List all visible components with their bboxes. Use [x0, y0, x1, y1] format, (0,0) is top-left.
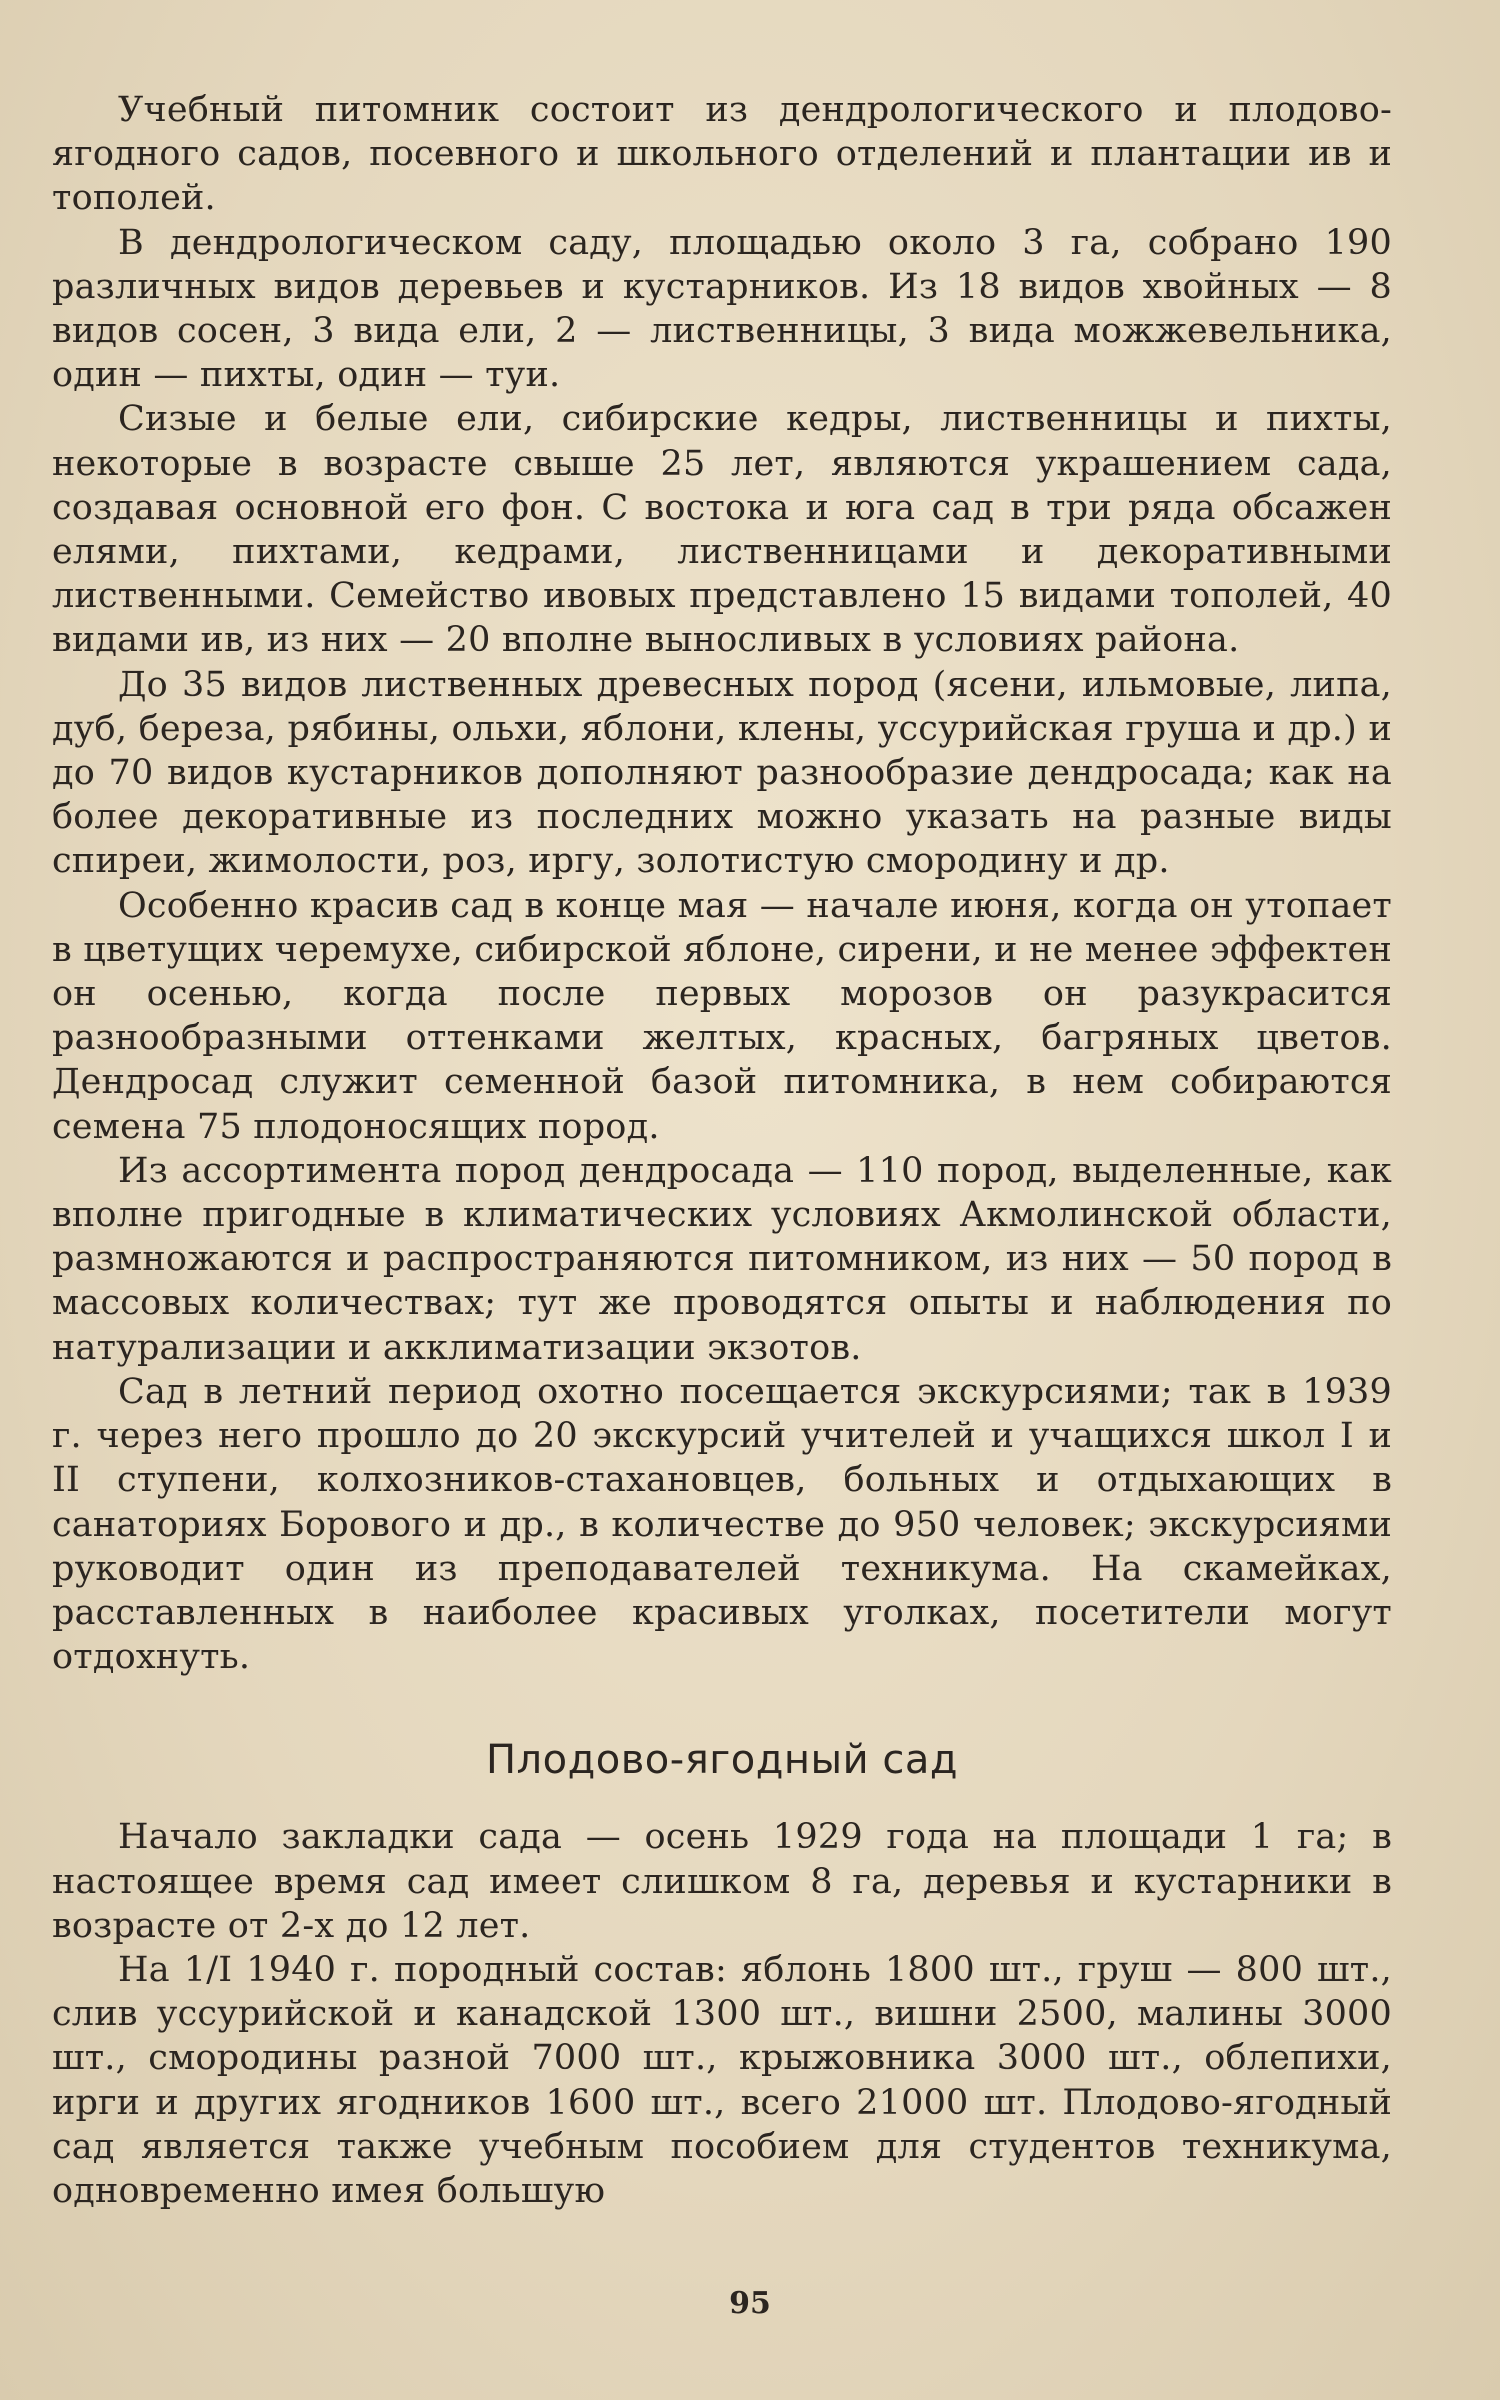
section-paragraph-2: На 1/I 1940 г. породный состав: яблонь 1800 шт., груш — 800 шт., слив уссурийской и канадской 1300 шт., вишни 2500, малины 3000 шт., смородины разной 7000 шт., крыжовника 3000 шт., облепихи, ирги и других ягодников 1600 шт., всего 21000 шт. Плодово-ягодный сад является также учебным пособием для студентов техникума, одновременно имея большую — [52, 1949, 1392, 2211]
paragraph-6: Из ассортимента пород дендросада — 110 пород, выделенные, как вполне пригодные в климатических условиях Акмолинской области, размножаются и распространяются питомником, из них — 50 пород в массовых количествах; тут же проводятся опыты и наблюдения по натурализации и акклиматизации экзотов. — [52, 1150, 1392, 1368]
paragraph-4: До 35 видов лиственных древесных пород (ясени, ильмовые, липа, дуб, береза, рябины, ольхи, яблони, клены, уссурийская груша и др.) и до 70 видов кустарников дополняют разнообразие дендросада; как на более декоративные из последних можно указать на разные виды спиреи, жимолости, роз, иргу, золотистую смородину и др. — [52, 664, 1392, 882]
section-title: Плодово-ягодный сад — [485, 1737, 959, 1784]
paragraph-7: Сад в летний период охотно посещается экскурсиями; так в 1939 г. через него прошло до 20 экскурсий учителей и учащихся школ I и II ступени, колхозников-стахановцев, больных и отдыхающих в санаториях Борового и др., в количестве до 950 человек; экскурсиями руководит один из преподавателей техникума. На скамейках, расставленных в наиболее красивых уголках, посетители могут отдохнуть. — [52, 1371, 1392, 1678]
page-body — [52, 88, 1392, 2213]
paragraph-3: Сизые и белые ели, сибирские кедры, лиственницы и пихты, некоторые в возрасте свыше 25 лет, являются украшением сада, создавая основной его фон. С востока и юга сад в три ряда обсажен елями, пихтами, кедрами, лиственницами и декоративными лиственными. Семейство ивовых представлено 15 видами тополей, 40 видами ив, из них — 20 вполне выносливых в условиях района. — [52, 399, 1392, 661]
paragraph-2: В дендрологическом саду, площадью около 3 га, собрано 190 различных видов деревьев и кустарников. Из 18 видов хвойных — 8 видов сосен, 3 вида ели, 2 — лиственницы, 3 вида можжевельника, один — пихты, один — туи. — [52, 222, 1392, 396]
page-number: 95 — [729, 2286, 771, 2321]
paragraph-1: Учебный питомник состоит из дендрологического и плодово-ягодного садов, посевного и школьного отделений и плантации ив и тополей. — [52, 90, 1392, 219]
paragraph-5: Особенно красив сад в конце мая — начале июня, когда он утопает в цветущих черемухе, сибирской яблоне, сирени, и не менее эффектен он осенью, когда после первых морозов он разукрасится разнообразными оттенками желтых, красных, багряных цветов. Дендросад служит семенной базой питомника, в нем собираются семена 75 плодоносящих пород. — [52, 885, 1392, 1147]
section-paragraph-1: Начало закладки сада — осень 1929 года на площади 1 га; в настоящее время сад имеет слишком 8 га, деревья и кустарники в возрасте от 2-х до 12 лет. — [52, 1817, 1392, 1946]
